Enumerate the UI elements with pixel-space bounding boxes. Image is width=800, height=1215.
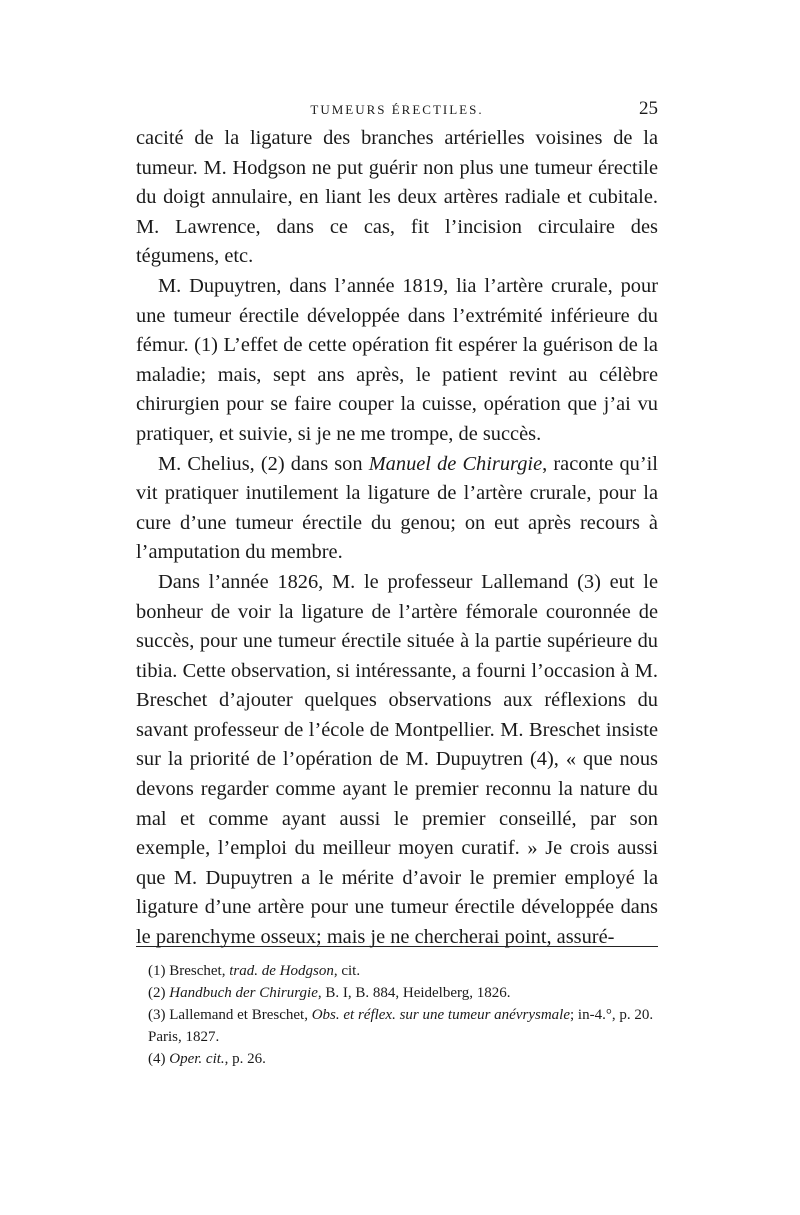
footnote-italic: Handbuch der Chirurgie (169, 985, 318, 1001)
footnote-mark: (1) (148, 963, 166, 979)
footnote-text: , B. I, B. 884, Heidelberg, 1826. (317, 985, 511, 1001)
footnote-text: , cit. (333, 963, 361, 979)
running-title: TUMEURS ÉRECTILES. (310, 102, 484, 117)
footnote (148, 982, 658, 1004)
footnote (148, 1004, 658, 1048)
paragraph: M. Dupuytren, dans l’année 1819, lia l’artère crurale, pour une tumeur érectile développée dans l’extrémité inférieure du fémur. (1) L’effet de cette opération fit espérer la guérison de la maladie; mais, sept ans après, le patient revint au célèbre chirurgien pour se faire couper la cuisse, opération que j’ai vu pratiquer, et suivie, si je ne me trompe, de succès. (136, 274, 658, 445)
body-text (136, 124, 658, 953)
footnote-italic: trad. de Hodgson (229, 963, 334, 979)
footnote-italic: Obs. et réflex. sur une tumeur anévrysmale (311, 1007, 570, 1023)
footnote-italic: Oper. cit. (169, 1051, 225, 1067)
footnote-mark: (3) (148, 1007, 166, 1023)
footnote-text: , p. 26. (224, 1051, 266, 1067)
paragraph: cacité de la ligature des branches artérielles voisines de la tumeur. M. Hodgson ne put guérir non plus une tumeur érectile du doigt annulaire, en liant les deux artères radiale et cubitale. M. Lawrence, dans ce cas, fit l’incision circulaire des tégumens, etc. (136, 127, 658, 268)
paragraph: Dans l’année 1826, M. le professeur Lallemand (3) eut le bonheur de voir la ligature de l’artère fémorale couronnée de succès, pour une tumeur érectile située à la partie supérieure du tibia. Cette observation, si intéressante, a fourni l’occasion à M. Breschet d’ajouter quelques observations aux réflexions du savant professeur de l’école de Montpellier. M. Breschet insiste sur la priorité de l’opération de M. Dupuytren (4), « que nous devons regarder comme ayant le premier reconnu la nature du mal et comme ayant aussi le premier conseillé, par son exemple, l’emploi du meilleur moyen curatif. » Je crois aussi que M. Dupuytren a le mérite d’avoir le premier employé la ligature d’une artère pour une tumeur érectile développée dans le parenchyme osseux; mais je ne chercherai point, assuré- (136, 570, 658, 949)
footnote-mark: (4) (148, 1051, 166, 1067)
running-head (136, 98, 658, 120)
footnote-text: Breschet, (169, 963, 230, 979)
paragraph-text: , raconte qu’il vit pratiquer inutilement la ligature de l’artère crurale, pour la cure d’une tumeur érectile du genou; on eut après recours à l’amputation du membre. (136, 452, 658, 564)
paragraph-text: M. Chelius, (2) dans son (158, 452, 369, 475)
footnote-text: Lallemand et Breschet, (169, 1007, 312, 1023)
page-number: 25 (639, 98, 658, 119)
footnote-mark: (2) (148, 985, 166, 1001)
footnote (148, 960, 658, 982)
footnote-rule (136, 946, 658, 947)
footnotes (148, 960, 658, 1070)
footnote-text: ; in-4.°, p. 20. Paris, 1827. (148, 1007, 654, 1045)
book-title: Manuel de Chirurgie (368, 452, 543, 475)
paragraph (136, 450, 658, 568)
footnote (148, 1048, 658, 1070)
